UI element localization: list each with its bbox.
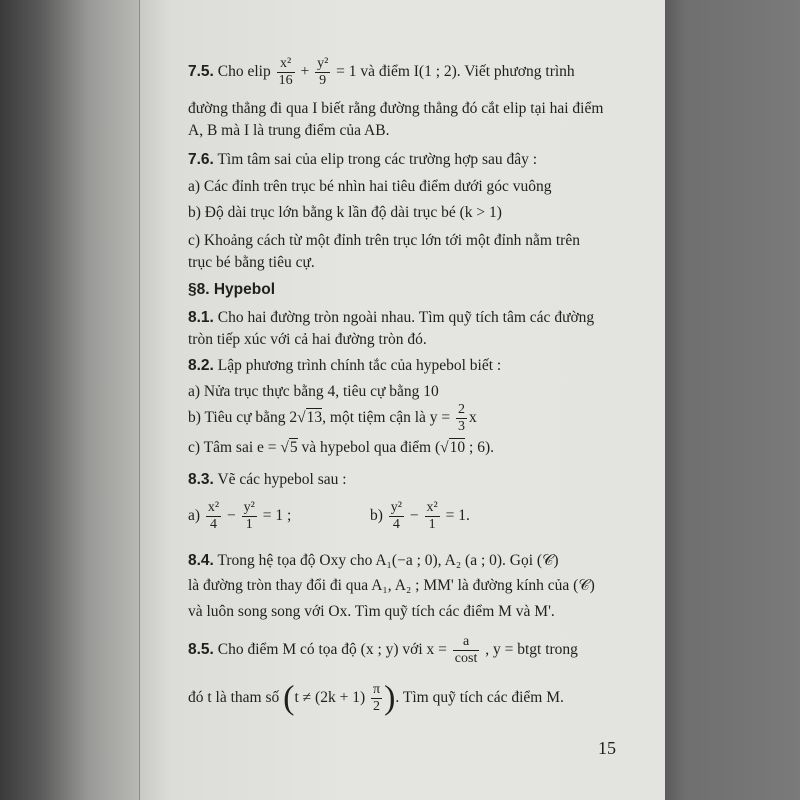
operator: − (409, 507, 419, 525)
exercise-8-4-line-2: là đường tròn thay đổi đi qua A₁, A₂ ; MM' là đường kính của (𝒞) (188, 577, 595, 594)
numerator: y² (317, 56, 329, 71)
text: và hypebol qua điểm ( (297, 439, 441, 456)
fraction (315, 56, 330, 89)
exercise-8-4-line-3: và luôn song song với Ox. Tìm quỹ tích các điểm M và M'. (188, 603, 555, 620)
fraction (206, 500, 221, 533)
exercise-8-2-item-a: a) Nửa trục thực bằng 4, tiêu cự bằng 10 (188, 383, 439, 400)
item-label: b) (370, 507, 383, 525)
text: ; 6). (465, 439, 494, 456)
exercise-8-1-line-1 (188, 306, 594, 330)
text: Lập phương trình chính tắc của hypebol biết : (217, 357, 502, 374)
text: Tìm tâm sai của elip trong các trường hợp sau đây : (217, 151, 538, 168)
item-label: a) (188, 507, 201, 525)
exercise-8-3-item-a (188, 500, 291, 533)
exercise-number: 8.2. (188, 357, 214, 374)
numerator: x² (426, 500, 438, 515)
text: t ≠ (2k + 1) (294, 689, 366, 707)
exercise-8-4-line-1 (188, 549, 559, 573)
denominator: 3 (458, 419, 466, 434)
denominator: 4 (210, 517, 218, 532)
denominator: 1 (245, 517, 253, 532)
text: = 1 ; (262, 507, 292, 525)
exercise-8-2-item-c: c) Tâm sai e = √5 và hypebol qua điểm (√10 ; 6). (188, 439, 494, 456)
text: b) Tiêu cự bằng 2 (188, 409, 298, 427)
fraction (242, 500, 257, 533)
exercise-8-2-line-1 (188, 354, 501, 378)
denominator: 1 (428, 517, 436, 532)
exercise-8-1-line-2: tròn tiếp xúc với cả hai đường tròn đó. (188, 331, 427, 348)
sqrt-radicand: 5 (289, 439, 298, 456)
text: Cho điểm M có tọa độ (x ; y) với x = (217, 641, 447, 659)
exercise-7-5-line-3: A, B mà I là trung điểm của AB. (188, 122, 390, 139)
exercise-7-6-item-b: b) Độ dài trục lớn bằng k lần độ dài trục bé (k > 1) (188, 204, 502, 221)
left-paren: ( (283, 679, 295, 717)
text: = 1 và điểm I(1 ; 2). Viết phương trình (336, 63, 575, 81)
text: Vẽ các hypebol sau : (217, 471, 347, 488)
exercise-8-5-line-2 (188, 679, 564, 717)
exercise-8-3-item-b (370, 500, 470, 533)
fraction (456, 402, 467, 435)
denominator: 2 (373, 699, 381, 714)
exercise-number: 7.6. (188, 151, 214, 168)
exercise-8-5-line-1 (188, 634, 578, 667)
sqrt-radicand: 13 (306, 409, 323, 427)
text: Cho hai đường tròn ngoài nhau. Tìm quỹ tích tâm các đường (217, 309, 595, 326)
denominator: 4 (392, 517, 400, 532)
right-page-edge (665, 0, 800, 800)
numerator: 2 (458, 402, 466, 417)
denominator: cost (454, 651, 478, 666)
exercise-8-2-item-b: b) Tiêu cự bằng 2√13, một tiệm cận là y = $\frac{2}{3}$ x (188, 402, 477, 434)
numerator: π (373, 682, 381, 697)
fraction (425, 500, 440, 533)
exercise-number: 8.4. (188, 552, 214, 569)
numerator: x² (277, 56, 295, 73)
numerator: y² (390, 500, 402, 515)
denominator: 16 (278, 73, 293, 88)
operator: − (227, 507, 236, 525)
fraction (277, 56, 295, 89)
text: , y = btgt trong (485, 641, 578, 659)
exercise-number: 8.3. (188, 471, 214, 488)
operator: + (300, 63, 310, 81)
numerator: a (453, 634, 480, 651)
fraction (453, 634, 480, 667)
text: , một tiệm cận là y = (322, 409, 451, 427)
numerator: y² (243, 500, 255, 515)
exercise-number: 7.5. (188, 63, 214, 81)
exercise-7-6-item-c-line-1: c) Khoảng cách từ một đỉnh trên trục lớn tới một đỉnh nằm trên (188, 232, 580, 249)
section-heading: §8. Hypebol (188, 281, 275, 298)
exercise-7-5-line-1 (188, 56, 575, 89)
text: đó t là tham số (188, 689, 280, 707)
exercise-7-6-item-a: a) Các đỉnh trên trục bé nhìn hai tiêu điểm dưới góc vuông (188, 178, 552, 195)
text: Cho elip (217, 63, 271, 81)
text: x (469, 409, 477, 427)
exercise-number: 8.5. (188, 641, 214, 659)
exercise-8-3-line-1 (188, 468, 347, 492)
right-paren: ) (384, 679, 396, 717)
fraction (371, 682, 382, 715)
exercise-7-6-item-c-line-2: trục bé bằng tiêu cự. (188, 254, 315, 271)
denominator: 9 (319, 73, 327, 88)
text: = 1. (445, 507, 470, 525)
numerator: x² (207, 500, 220, 515)
page-number: 15 (598, 738, 616, 758)
sqrt-radicand: 10 (449, 439, 466, 456)
exercise-7-5-line-2: đường thẳng đi qua I biết rằng đường thẳng đó cắt elip tại hai điểm (188, 100, 604, 117)
text: . Tìm quỹ tích các điểm M. (395, 689, 564, 707)
text: c) Tâm sai e = (188, 439, 277, 456)
text: Trong hệ tọa độ Oxy cho A₁(−a ; 0), A₂ (a ; 0). Gọi (𝒞) (217, 552, 559, 569)
exercise-number: 8.1. (188, 309, 214, 326)
exercise-7-6-line-1 (188, 148, 537, 172)
fraction (389, 500, 404, 533)
